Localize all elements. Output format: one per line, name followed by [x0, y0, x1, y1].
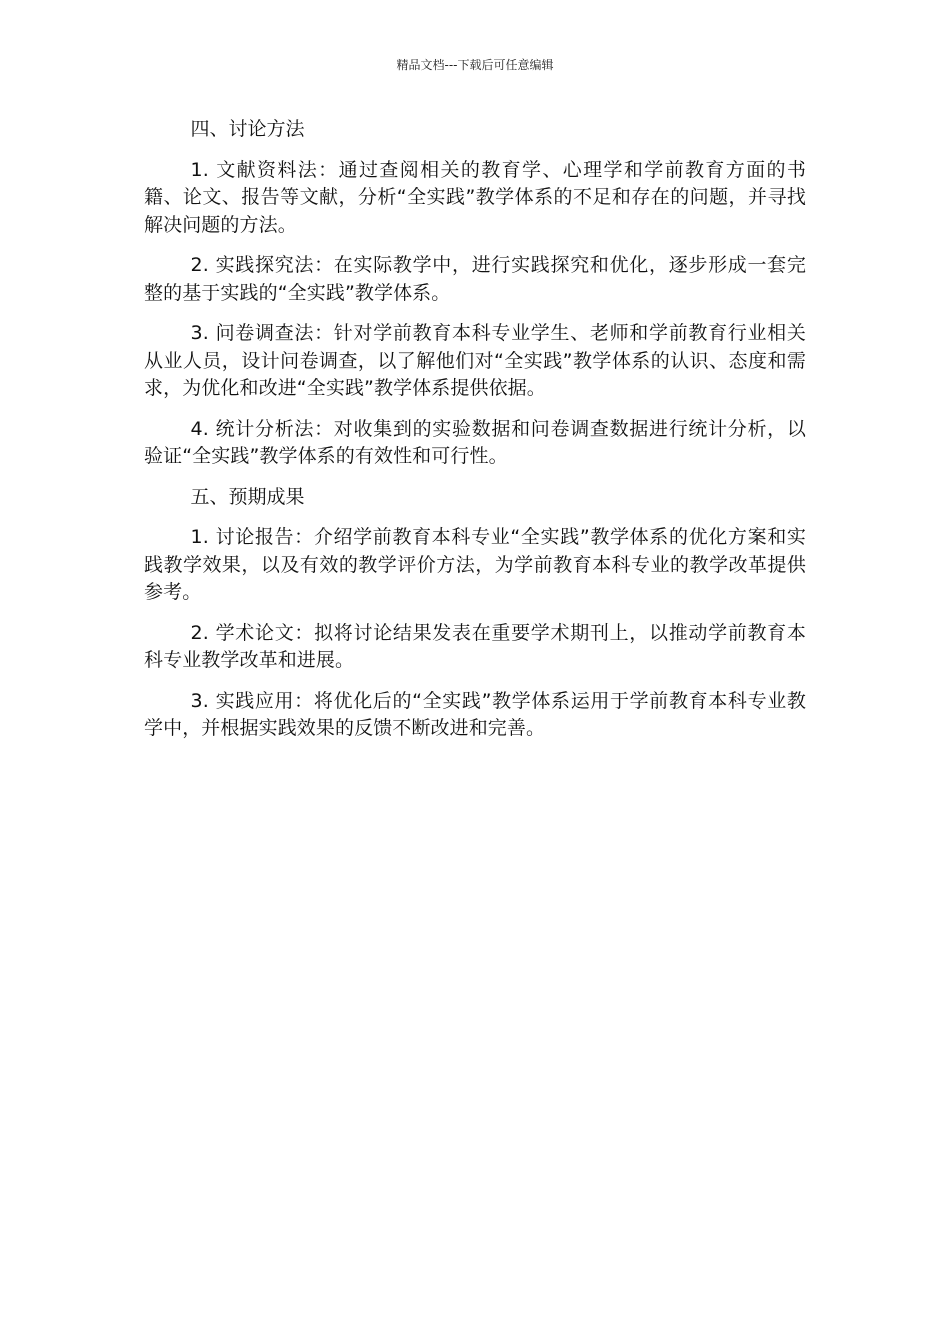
section-heading-methods: 四、讨论方法	[190, 118, 305, 140]
outcome-paragraph-1: 1. 讨论报告：介绍学前教育本科专业“全实践”教学体系的优化方案和实践教学效果，以及有效的教学评价方法，为学前教育本科专业的教学改革提供参考。	[144, 526, 806, 603]
document-body	[144, 116, 806, 756]
method-paragraph-2: 2. 实践探究法：在实际教学中，进行实践探究和优化，逐步形成一套完整的基于实践的“全实践”教学体系。	[144, 254, 806, 304]
section-heading-outcomes: 五、预期成果	[190, 485, 305, 508]
method-paragraph-4: 4. 统计分析法：对收集到的实验数据和问卷调查数据进行统计分析，以验证“全实践”教学体系的有效性和可行性。	[144, 417, 806, 467]
outcome-paragraph-3: 3. 实践应用：将优化后的“全实践”教学体系运用于学前教育本科专业教学中，并根据实践效果的反馈不断改进和完善。	[144, 689, 806, 739]
method-paragraph-1: 1. 文献资料法：通过查阅相关的教育学、心理学和学前教育方面的书籍、论文、报告等文献，分析“全实践”教学体系的不足和存在的问题，并寻找解决问题的方法。	[144, 158, 806, 236]
outcome-paragraph-2: 2. 学术论文：拟将讨论结果发表在重要学术期刊上，以推动学前教育本科专业教学改革和进展。	[144, 621, 806, 671]
method-paragraph-3: 3. 问卷调查法：针对学前教育本科专业学生、老师和学前教育行业相关从业人员，设计问卷调查，以了解他们对“全实践”教学体系的认识、态度和需求，为优化和改进“全实践”教学体系提供依据。	[144, 322, 806, 399]
page-header: 精品文档---下载后可任意编辑	[396, 58, 554, 72]
